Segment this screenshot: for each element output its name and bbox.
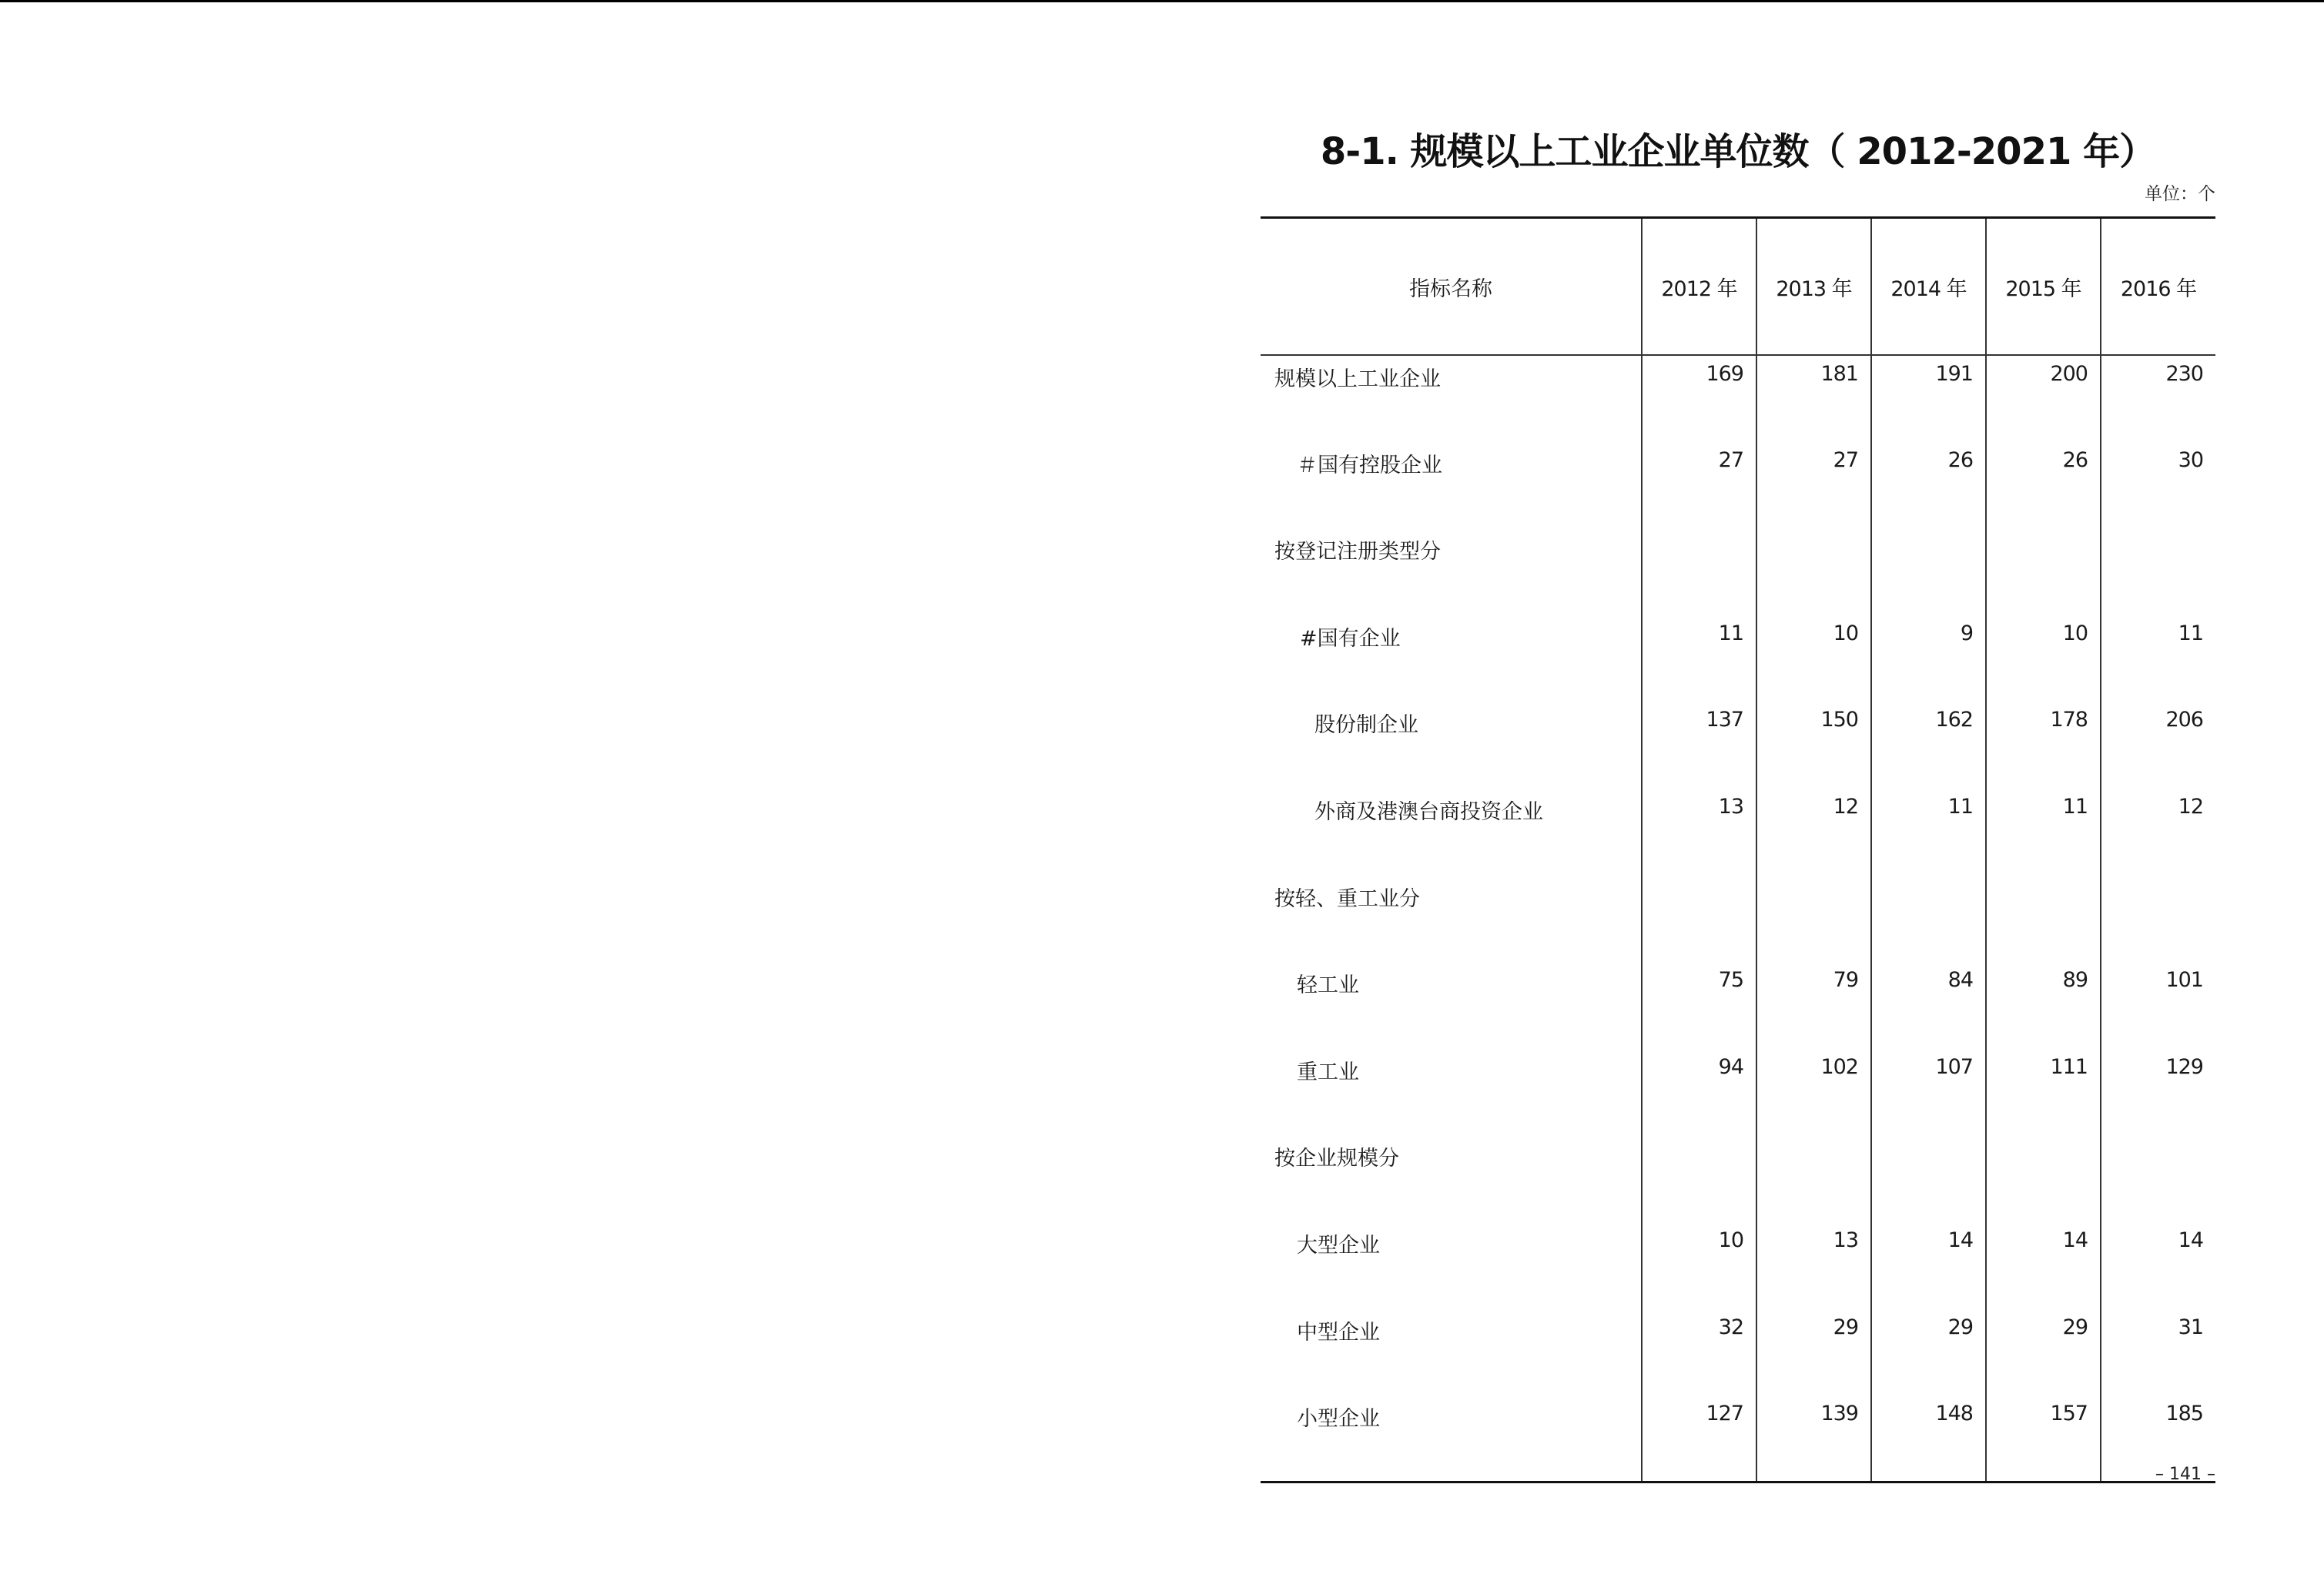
cell-value: 11 bbox=[1871, 789, 1986, 876]
table-row bbox=[1261, 702, 2215, 789]
cell-value: 185 bbox=[2101, 1395, 2215, 1482]
cell-value: 13 bbox=[1756, 1222, 1871, 1309]
cell-value: 27 bbox=[1756, 442, 1871, 529]
row-label: 按企业规模分 bbox=[1274, 1147, 1399, 1171]
cell-value: 107 bbox=[1871, 1049, 1986, 1136]
cell-value: 14 bbox=[1986, 1222, 2101, 1309]
cell-value: 14 bbox=[1871, 1222, 1986, 1309]
cell-value: 26 bbox=[1871, 442, 1986, 529]
cell-value: 127 bbox=[1642, 1395, 1756, 1482]
cell-value: 26 bbox=[1986, 442, 2101, 529]
cell-value: 14 bbox=[2101, 1222, 2215, 1309]
cell-value: 206 bbox=[2101, 702, 2215, 789]
cell-value bbox=[1871, 1135, 1986, 1222]
table-row bbox=[1261, 355, 2215, 442]
row-label: 小型企业 bbox=[1261, 1395, 1642, 1482]
cell-value: 10 bbox=[1986, 615, 2101, 702]
cell-value: 30 bbox=[2101, 442, 2215, 529]
cell-value: 11 bbox=[1642, 615, 1756, 702]
cell-value: 29 bbox=[1986, 1309, 2101, 1396]
data-table bbox=[1261, 216, 2215, 1483]
cell-value: 27 bbox=[1642, 442, 1756, 529]
cell-value: 11 bbox=[2101, 615, 2215, 702]
table-row bbox=[1261, 1135, 2215, 1222]
cell-value bbox=[1756, 1135, 1871, 1222]
header-year: 2016 年 bbox=[2101, 218, 2215, 356]
table-row bbox=[1261, 789, 2215, 876]
cell-value: 191 bbox=[1871, 355, 1986, 442]
cell-value: 178 bbox=[1986, 702, 2101, 789]
cell-value: 148 bbox=[1871, 1395, 1986, 1482]
row-label: ＃国有控股企业 bbox=[1297, 453, 1442, 477]
cell-value: 29 bbox=[1756, 1309, 1871, 1396]
cell-value bbox=[1986, 528, 2101, 615]
cell-value: 169 bbox=[1642, 355, 1756, 442]
header-indicator-name: 指标名称 bbox=[1261, 218, 1642, 356]
document-page bbox=[1261, 0, 2215, 1588]
cell-value: 12 bbox=[1756, 789, 1871, 876]
cell-value: 129 bbox=[2101, 1049, 2215, 1136]
row-label: #国有企业 bbox=[1300, 626, 1401, 651]
cell-value bbox=[1871, 876, 1986, 963]
row-label: 股份制企业 bbox=[1314, 713, 1418, 738]
page-number: – 141 – bbox=[2155, 1465, 2215, 1484]
cell-value: 230 bbox=[2101, 355, 2215, 442]
header-year: 2014 年 bbox=[1871, 218, 1986, 356]
cell-value: 162 bbox=[1871, 702, 1986, 789]
header-year: 2015 年 bbox=[1986, 218, 2101, 356]
cell-value: 157 bbox=[1986, 1395, 2101, 1482]
cell-value bbox=[2101, 528, 2215, 615]
row-label: 按登记注册类型分 bbox=[1274, 540, 1441, 565]
cell-value bbox=[1642, 1135, 1756, 1222]
cell-value bbox=[1986, 1135, 2101, 1222]
cell-value bbox=[2101, 876, 2215, 963]
row-label: 轻工业 bbox=[1297, 973, 1359, 998]
cell-value: 12 bbox=[2101, 789, 2215, 876]
cell-value: 84 bbox=[1871, 962, 1986, 1049]
cell-value bbox=[2101, 1135, 2215, 1222]
cell-value: 32 bbox=[1642, 1309, 1756, 1396]
cell-value bbox=[1871, 528, 1986, 615]
cell-value: 29 bbox=[1871, 1309, 1986, 1396]
table-row bbox=[1261, 1222, 2215, 1309]
cell-value: 181 bbox=[1756, 355, 1871, 442]
cell-value: 89 bbox=[1986, 962, 2101, 1049]
cell-value bbox=[1756, 876, 1871, 963]
header-row bbox=[1261, 218, 2215, 356]
cell-value: 139 bbox=[1756, 1395, 1871, 1482]
table-row bbox=[1261, 962, 2215, 1049]
row-label: 外商及港澳台商投资企业 bbox=[1314, 799, 1543, 824]
cell-value: 200 bbox=[1986, 355, 2101, 442]
header-year: 2013 年 bbox=[1756, 218, 1871, 356]
cell-value: 10 bbox=[1756, 615, 1871, 702]
cell-value: 31 bbox=[2101, 1309, 2215, 1396]
table-title: 8-1. 规模以上工业企业单位数（ 2012-2021 年） bbox=[1320, 130, 2156, 173]
cell-value: 79 bbox=[1756, 962, 1871, 1049]
table-row bbox=[1261, 615, 2215, 702]
cell-value: 9 bbox=[1871, 615, 1986, 702]
cell-value: 94 bbox=[1642, 1049, 1756, 1136]
cell-value: 111 bbox=[1986, 1049, 2101, 1136]
table-row bbox=[1261, 876, 2215, 963]
cell-value bbox=[1756, 528, 1871, 615]
cell-value: 75 bbox=[1642, 962, 1756, 1049]
table-row bbox=[1261, 1395, 2215, 1482]
cell-value: 13 bbox=[1642, 789, 1756, 876]
cell-value bbox=[1986, 876, 2101, 963]
row-label: 按轻、重工业分 bbox=[1274, 886, 1420, 911]
cell-value: 10 bbox=[1642, 1222, 1756, 1309]
cell-value: 137 bbox=[1642, 702, 1756, 789]
table-row bbox=[1261, 1049, 2215, 1136]
row-label: 重工业 bbox=[1297, 1060, 1359, 1084]
table-row bbox=[1261, 1309, 2215, 1396]
cell-value: 150 bbox=[1756, 702, 1871, 789]
header-year: 2012 年 bbox=[1642, 218, 1756, 356]
cell-value bbox=[1642, 528, 1756, 615]
table-row bbox=[1261, 528, 2215, 615]
table-row bbox=[1261, 442, 2215, 529]
cell-value: 11 bbox=[1986, 789, 2101, 876]
cell-value: 102 bbox=[1756, 1049, 1871, 1136]
row-label: 中型企业 bbox=[1297, 1320, 1380, 1345]
cell-value bbox=[1642, 876, 1756, 963]
row-label: 大型企业 bbox=[1297, 1233, 1380, 1258]
cell-value: 101 bbox=[2101, 962, 2215, 1049]
row-label: 规模以上工业企业 bbox=[1274, 367, 1441, 391]
unit-label: 单位：个 bbox=[2145, 184, 2215, 204]
